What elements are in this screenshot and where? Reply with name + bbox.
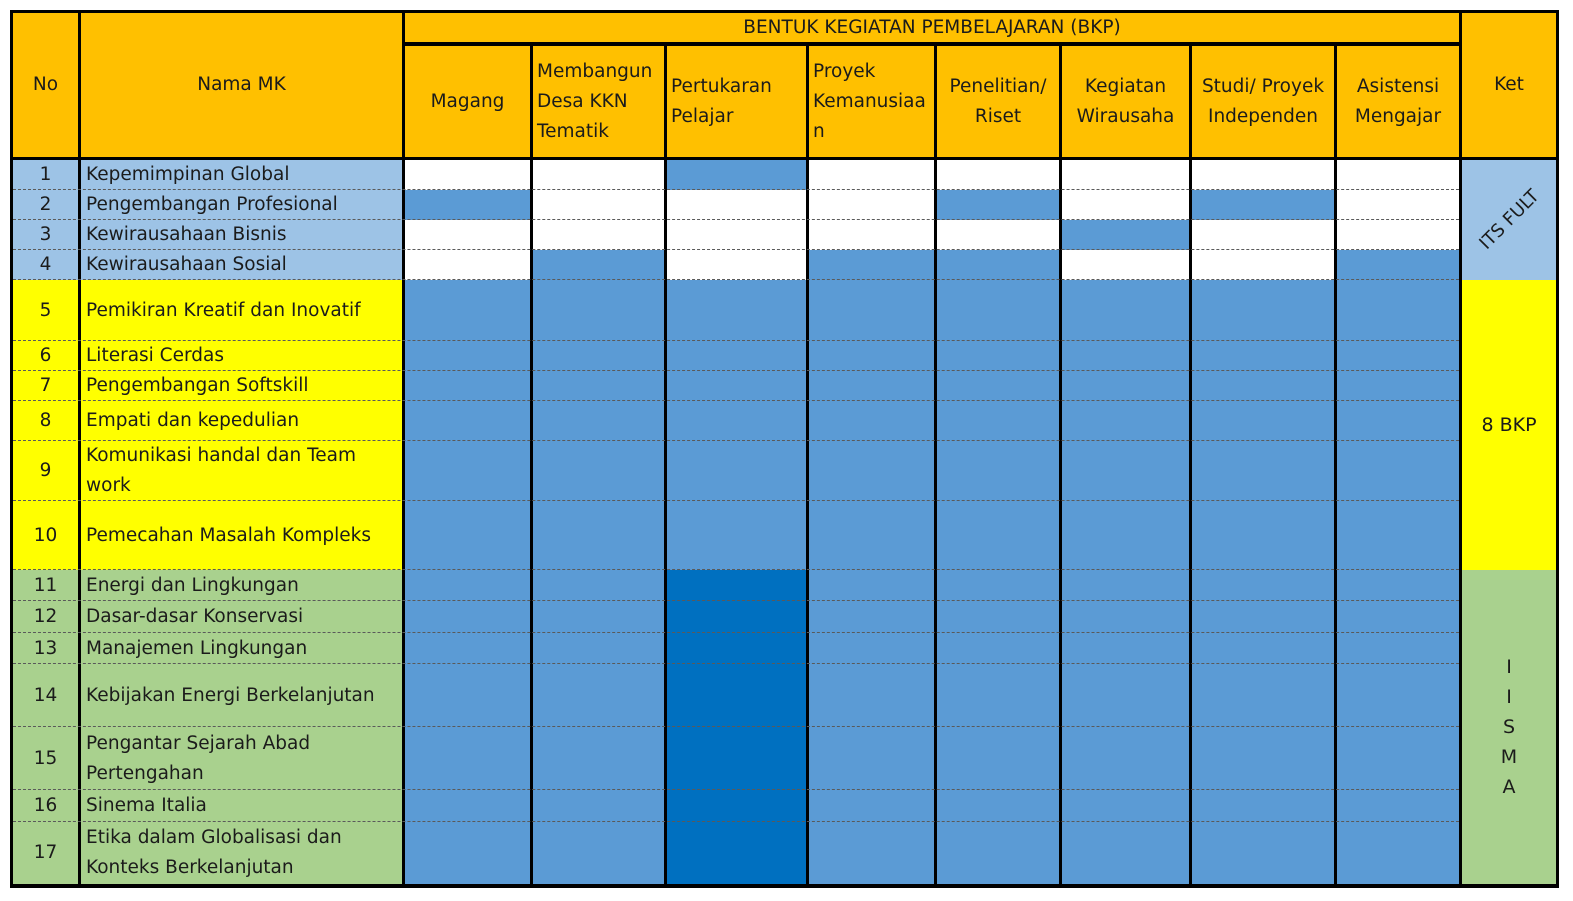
header-no: No <box>13 13 78 157</box>
text-line: Studi/ Proyek <box>1201 75 1325 97</box>
bkp-cell <box>667 220 806 250</box>
bkp-cell <box>937 633 1059 664</box>
text-line: Pertukaran <box>671 75 772 97</box>
course-name <box>81 190 402 220</box>
bkp-cell <box>1337 401 1459 441</box>
text-line: Kewirausahaan Bisnis <box>86 224 287 245</box>
row-no: 17 <box>13 822 78 884</box>
bkp-cell <box>533 341 664 371</box>
bkp-cell <box>937 371 1059 401</box>
bkp-cell <box>937 341 1059 371</box>
course-name <box>81 664 402 727</box>
text-line: Kegiatan <box>1084 75 1167 97</box>
row-no: 7 <box>13 371 78 401</box>
row-divider <box>13 569 1459 570</box>
bkp-cell <box>667 790 806 822</box>
bkp-cell <box>809 727 934 790</box>
row-divider <box>13 726 1459 727</box>
ket-letter: I <box>1506 686 1512 708</box>
bkp-cell <box>533 160 664 190</box>
bkp-cell <box>1337 570 1459 601</box>
ket-iisma-label <box>1501 652 1517 802</box>
bkp-cell <box>405 501 530 570</box>
bkp-cell <box>937 727 1059 790</box>
text-line: Pemecahan Masalah Kompleks <box>86 524 371 546</box>
bkp-cell <box>667 401 806 441</box>
row-divider <box>13 279 1459 280</box>
cell-text <box>86 681 402 711</box>
bkp-cell <box>667 341 806 371</box>
bkp-cell <box>405 441 530 501</box>
text-line: Pengantar Sejarah Abad <box>86 732 311 754</box>
course-name <box>81 160 402 190</box>
ket-iisma <box>1462 570 1556 884</box>
bkp-cell <box>667 601 806 633</box>
bkp-cell <box>1062 341 1189 371</box>
bkp-cell <box>1337 371 1459 401</box>
bkp-cell <box>533 280 664 341</box>
header-bkp-proyek <box>809 46 934 157</box>
bkp-cell <box>809 250 934 280</box>
row-no: 3 <box>13 220 78 250</box>
cell-text <box>86 160 402 190</box>
text-line: Mengajar <box>1354 105 1442 127</box>
bkp-cell <box>405 160 530 190</box>
bkp-cell <box>937 441 1059 501</box>
cell-text <box>86 791 402 821</box>
bkp-cell <box>1062 160 1189 190</box>
cell-text <box>86 250 402 280</box>
bkp-cell <box>405 790 530 822</box>
ket-its-fult <box>1462 160 1556 280</box>
cell-text <box>1192 72 1334 132</box>
row-divider <box>13 632 1459 633</box>
bkp-cell <box>1192 280 1334 341</box>
bkp-cell <box>1192 790 1334 822</box>
text-line: Kebijakan Energi Berkelanjutan <box>86 684 375 706</box>
bkp-cell <box>1192 664 1334 727</box>
course-name <box>81 601 402 633</box>
bkp-cell <box>1192 570 1334 601</box>
row-no: 11 <box>13 570 78 601</box>
bkp-cell <box>533 401 664 441</box>
bkp-cell <box>1062 220 1189 250</box>
bkp-cell <box>1337 220 1459 250</box>
course-name <box>81 441 402 501</box>
header-bkp-studi-proyek <box>1192 46 1334 157</box>
text-line: Komunikasi handal dan Team <box>86 445 356 466</box>
bkp-cell <box>667 501 806 570</box>
bkp-cell <box>937 280 1059 341</box>
text-line: Asistensi <box>1356 75 1440 97</box>
ket-8-bkp: 8 BKP <box>1462 280 1556 570</box>
row-no: 14 <box>13 664 78 727</box>
bkp-cell <box>405 570 530 601</box>
bkp-cell <box>1192 401 1334 441</box>
bkp-cell <box>809 664 934 727</box>
bkp-cell <box>405 822 530 884</box>
bkp-cell <box>1062 790 1189 822</box>
text-line: Pengembangan Softskill <box>86 375 309 396</box>
bkp-cell <box>1337 280 1459 341</box>
bkp-cell <box>1192 441 1334 501</box>
row-divider <box>13 189 1459 190</box>
cell-text <box>86 729 402 789</box>
text-line: Penelitian/ <box>949 75 1047 97</box>
bkp-cell <box>667 570 806 601</box>
cell-text <box>86 823 402 883</box>
course-name <box>81 790 402 822</box>
text-line: Pengembangan Profesional <box>86 194 338 215</box>
row-no: 8 <box>13 401 78 441</box>
bkp-cell <box>533 633 664 664</box>
cell-text <box>86 406 402 436</box>
text-line: Pertengahan <box>86 762 204 784</box>
bkp-cell <box>1337 790 1459 822</box>
row-no: 2 <box>13 190 78 220</box>
bkp-cell <box>1062 664 1189 727</box>
bkp-table <box>10 10 1559 888</box>
text-line: Pemikiran Kreatif dan Inovatif <box>86 299 361 321</box>
header-bkp-penelitian <box>937 46 1059 157</box>
bkp-cell <box>1192 601 1334 633</box>
course-name <box>81 280 402 341</box>
cell-text <box>937 72 1059 132</box>
bkp-cell <box>405 371 530 401</box>
bkp-cell <box>809 220 934 250</box>
bkp-cell <box>533 570 664 601</box>
bkp-cell <box>1337 341 1459 371</box>
cell-text <box>1062 72 1189 132</box>
bkp-cell <box>1192 501 1334 570</box>
row-divider <box>13 219 1459 220</box>
bkp-cell <box>533 727 664 790</box>
bkp-cell <box>937 664 1059 727</box>
bkp-cell <box>1062 371 1189 401</box>
bkp-cell <box>405 250 530 280</box>
text-line: Manajemen Lingkungan <box>86 637 308 659</box>
bkp-cell <box>1337 160 1459 190</box>
bkp-cell <box>809 401 934 441</box>
bkp-cell <box>937 190 1059 220</box>
text-line: Konteks Berkelanjutan <box>86 857 294 878</box>
row-divider <box>13 440 1459 441</box>
bkp-cell <box>405 220 530 250</box>
bkp-cell <box>533 790 664 822</box>
bkp-cell <box>1192 727 1334 790</box>
bkp-cell <box>1337 633 1459 664</box>
cell-text <box>813 57 934 147</box>
bkp-cell <box>533 441 664 501</box>
bkp-cell <box>1192 371 1334 401</box>
course-name <box>81 727 402 790</box>
cell-text <box>86 521 402 551</box>
bkp-cell <box>1062 250 1189 280</box>
text-line: Kewirausahaan Sosial <box>86 254 287 275</box>
ket-its-fult-label: ITS FULT <box>1475 185 1544 254</box>
row-no: 10 <box>13 501 78 570</box>
bkp-cell <box>405 280 530 341</box>
row-divider <box>13 249 1459 250</box>
bkp-cell <box>1062 601 1189 633</box>
row-divider <box>13 821 1459 822</box>
bkp-cell <box>533 371 664 401</box>
bkp-cell <box>937 501 1059 570</box>
bkp-cell <box>1062 822 1189 884</box>
text-line: Etika dalam Globalisasi dan <box>86 827 342 848</box>
bkp-cell <box>1062 441 1189 501</box>
header-bkp-membangun <box>533 46 664 157</box>
course-name <box>81 633 402 664</box>
bkp-cell <box>667 441 806 501</box>
text-line: n <box>813 120 825 142</box>
bkp-cell <box>937 160 1059 190</box>
bkp-cell <box>1337 441 1459 501</box>
text-line: Empati dan kepedulian <box>86 410 300 431</box>
text-line: Dasar-dasar Konservasi <box>86 606 304 627</box>
row-divider <box>13 663 1459 664</box>
bkp-cell <box>1192 822 1334 884</box>
cell-text <box>86 371 402 401</box>
bkp-cell <box>1337 664 1459 727</box>
row-no: 9 <box>13 441 78 501</box>
ket-letter: M <box>1500 746 1518 768</box>
row-divider <box>13 370 1459 371</box>
row-no: 4 <box>13 250 78 280</box>
cell-text <box>86 220 402 250</box>
bkp-cell <box>405 401 530 441</box>
bkp-cell <box>1192 341 1334 371</box>
bkp-cell <box>533 190 664 220</box>
ket-letter: I <box>1506 656 1512 678</box>
bkp-cell <box>667 280 806 341</box>
bkp-cell <box>405 601 530 633</box>
row-divider <box>13 600 1459 601</box>
cell-text <box>671 72 806 132</box>
bkp-cell <box>937 570 1059 601</box>
bkp-cell <box>1337 727 1459 790</box>
bkp-cell <box>937 601 1059 633</box>
course-name <box>81 341 402 371</box>
bkp-cell <box>667 371 806 401</box>
bkp-cell <box>533 822 664 884</box>
header-bkp-asistensi <box>1337 46 1459 157</box>
text-line: Independen <box>1207 105 1318 127</box>
bkp-cell <box>667 190 806 220</box>
row-divider <box>13 340 1459 341</box>
bkp-cell <box>533 220 664 250</box>
cell-text <box>86 602 402 632</box>
bkp-cell <box>1192 190 1334 220</box>
bkp-cell <box>937 401 1059 441</box>
row-divider <box>13 789 1459 790</box>
course-name <box>81 250 402 280</box>
text-line: Kemanusiaa <box>813 90 926 112</box>
bkp-cell <box>667 250 806 280</box>
ket-letter: S <box>1502 716 1516 738</box>
text-line: Tematik <box>537 120 610 142</box>
bkp-cell <box>809 570 934 601</box>
bkp-cell <box>1337 250 1459 280</box>
bkp-cell <box>1062 190 1189 220</box>
bkp-cell <box>1062 401 1189 441</box>
cell-text <box>1337 72 1459 132</box>
cell-text <box>86 571 402 601</box>
bkp-cell <box>937 250 1059 280</box>
bkp-cell <box>809 501 934 570</box>
text-line: Magang <box>430 90 505 112</box>
bkp-cell <box>1062 501 1189 570</box>
bkp-cell <box>809 790 934 822</box>
row-no: 6 <box>13 341 78 371</box>
header-bkp-pertukaran <box>667 46 806 157</box>
bkp-cell <box>405 727 530 790</box>
bkp-cell <box>1192 633 1334 664</box>
bkp-cell <box>809 822 934 884</box>
bkp-cell <box>667 727 806 790</box>
cell-text <box>86 634 402 664</box>
bkp-cell <box>667 822 806 884</box>
bkp-cell <box>809 633 934 664</box>
cell-text <box>86 341 402 371</box>
text-line: work <box>86 475 131 496</box>
text-line: Riset <box>974 105 1022 127</box>
cell-text <box>537 57 664 147</box>
bkp-cell <box>937 822 1059 884</box>
course-name <box>81 570 402 601</box>
header-ket: Ket <box>1462 13 1556 157</box>
bkp-cell <box>405 190 530 220</box>
bkp-cell <box>809 190 934 220</box>
bkp-cell <box>1192 160 1334 190</box>
bkp-cell <box>809 160 934 190</box>
row-divider <box>13 400 1459 401</box>
bkp-cell <box>533 501 664 570</box>
bkp-cell <box>1062 727 1189 790</box>
bkp-cell <box>405 633 530 664</box>
header-bkp-group: BENTUK KEGIATAN PEMBELAJARAN (BKP) <box>405 13 1459 42</box>
bkp-cell <box>1062 633 1189 664</box>
bkp-cell <box>533 250 664 280</box>
bkp-cell <box>405 664 530 727</box>
bkp-cell <box>1337 190 1459 220</box>
header-nama-mk: Nama MK <box>81 13 402 157</box>
bkp-cell <box>667 633 806 664</box>
cell-text <box>86 296 402 326</box>
bkp-cell <box>809 341 934 371</box>
bkp-cell <box>1337 822 1459 884</box>
bkp-cell <box>1192 220 1334 250</box>
course-name <box>81 501 402 570</box>
ket-letter: A <box>1502 776 1516 798</box>
text-line: Literasi Cerdas <box>86 345 224 366</box>
course-name <box>81 220 402 250</box>
bkp-cell <box>809 280 934 341</box>
bkp-cell <box>1337 601 1459 633</box>
text-line: Proyek <box>813 60 876 82</box>
course-name <box>81 371 402 401</box>
row-divider <box>13 500 1459 501</box>
bkp-cell <box>405 341 530 371</box>
text-line: Pelajar <box>671 105 734 127</box>
row-no: 13 <box>13 633 78 664</box>
bkp-cell <box>937 790 1059 822</box>
course-name <box>81 401 402 441</box>
bkp-cell <box>809 441 934 501</box>
text-line: Membangun <box>537 60 653 82</box>
row-no: 15 <box>13 727 78 790</box>
text-line: Kepemimpinan Global <box>86 164 290 185</box>
bkp-cell <box>1062 280 1189 341</box>
text-line: Desa KKN <box>537 90 628 112</box>
bkp-cell <box>809 601 934 633</box>
bkp-cell <box>1337 501 1459 570</box>
text-line: Energi dan Lingkungan <box>86 574 299 596</box>
course-name <box>81 822 402 884</box>
bkp-cell <box>809 371 934 401</box>
cell-text <box>86 441 402 501</box>
text-line: Wirausaha <box>1076 105 1175 127</box>
header-bkp-magang <box>405 46 530 157</box>
bkp-cell <box>937 220 1059 250</box>
cell-text <box>405 87 530 117</box>
bkp-cell <box>667 160 806 190</box>
bkp-cell <box>533 601 664 633</box>
row-no: 16 <box>13 790 78 822</box>
row-no: 5 <box>13 280 78 341</box>
text-line: Sinema Italia <box>86 795 207 816</box>
bkp-cell <box>667 664 806 727</box>
bkp-cell <box>1192 250 1334 280</box>
cell-text <box>86 190 402 220</box>
row-no: 12 <box>13 601 78 633</box>
row-no: 1 <box>13 160 78 190</box>
bkp-cell <box>1062 570 1189 601</box>
header-bkp-kegiatan <box>1062 46 1189 157</box>
bkp-cell <box>533 664 664 727</box>
